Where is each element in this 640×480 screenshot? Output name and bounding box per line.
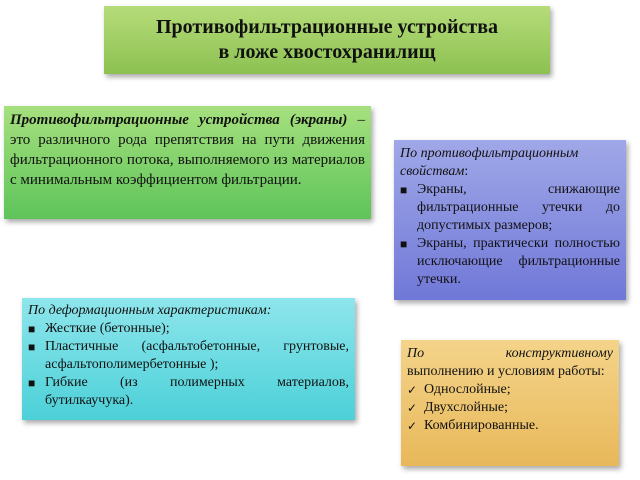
checkmark-icon: ✓ [407,383,418,397]
title-line-2: в ложе хвостохранилищ [218,41,436,63]
definition-term: Противофильтрационные устройства (экраны) [10,112,348,128]
definition-text: – это различного рода препятствия на пути движения фильтрационного потока, выполняемого из материалов с минимальным коэффициентом фильтрации. [10,112,365,188]
list-item: ✓ Комбинированные. [407,418,539,433]
checkmark-icon: ✓ [407,419,418,433]
title-box [104,6,550,74]
construction-list [407,381,613,435]
square-bullet-icon: ■ [400,183,408,197]
list-item: ✓ Двухслойные; [407,400,508,415]
list-item: ■ Экраны, практически полностью исключающие фильтрационные утечки. [400,236,620,287]
square-bullet-icon: ■ [400,237,408,251]
deformation-list [28,320,349,410]
list-item: ■ Пластичные (асфальтобетонные, грунтовые, асфальтополимербетонные ); [28,339,349,372]
list-item: ✓ Однослойные; [407,382,511,397]
title-line-1: Противофильтрационные устройства [155,16,499,38]
definition-box [4,106,371,219]
square-bullet-icon: ■ [28,322,36,336]
deformation-heading: По деформационным характеристикам: [28,303,272,318]
properties-heading: По противофильтрационным свойствам: [400,146,579,179]
square-bullet-icon: ■ [28,340,36,354]
properties-list [400,181,620,289]
list-item: ■ Экраны, снижающие фильтрационные утечки до допустимых размеров; [400,182,620,233]
properties-box [394,140,626,300]
square-bullet-icon: ■ [28,376,36,390]
list-item: ■ Гибкие (из полимерных материалов, бутилкаучука). [28,375,349,408]
deformation-box [22,298,355,420]
construction-heading: По конструктивному выполнению и условиям работы: [407,346,613,379]
checkmark-icon: ✓ [407,401,418,415]
list-item: ■ Жесткие (бетонные); [28,321,170,336]
construction-box [401,340,619,466]
